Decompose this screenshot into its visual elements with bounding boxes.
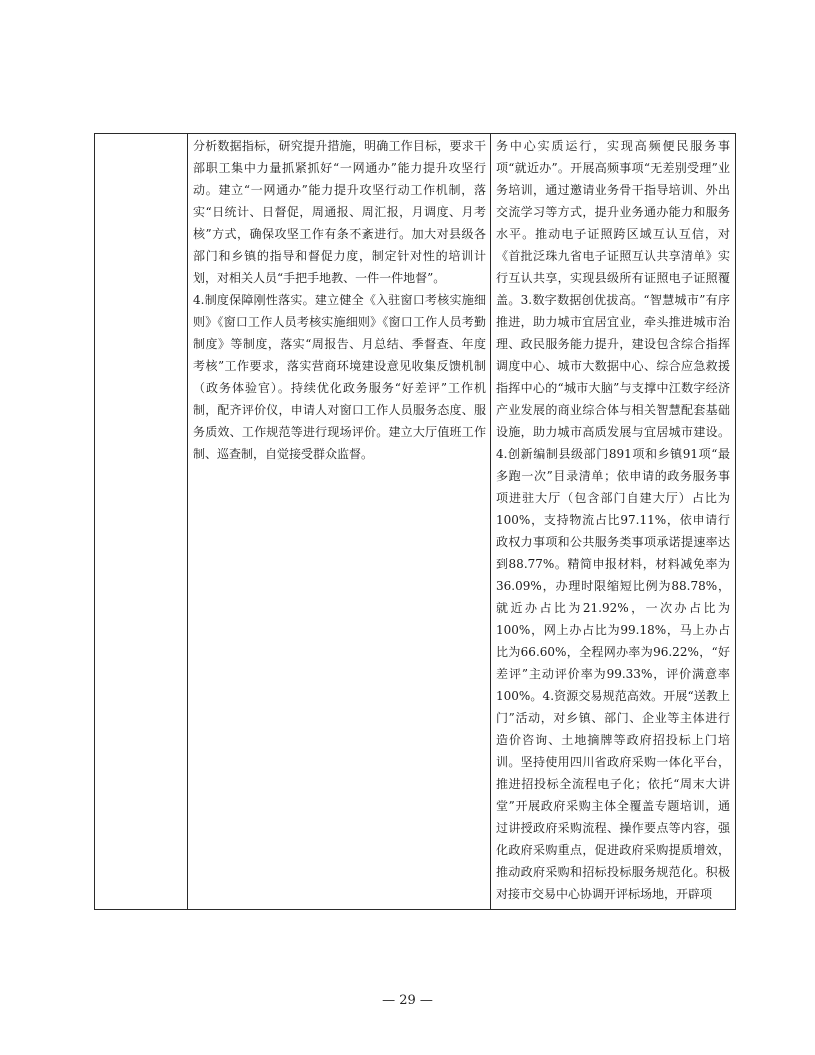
paragraph: 4.制度保障刚性落实。建立健全《入驻窗口考核实施细则》《窗口工作人员考核实施细则》《窗口工作人员考勤制度》等制度，落实“周报告、月总结、季督查、年度考核”工作要求，落实营商环境建设意见收集反馈机制（政务体验官）。持续优化政务服务“好差评”工作机制，配齐评价仪，申请人对窗口工作人员服务态度、服务质效、工作规范等进行现场评价。建立大厅值班工作制、巡查制，自觉接受群众监督。 [193, 293, 486, 461]
table-cell-col2 [188, 134, 491, 910]
content-table [94, 133, 736, 910]
cell-text-col3 [491, 134, 735, 905]
paragraph: 分析数据指标，研究提升措施，明确工作目标，要求干部职工集中力量抓紧抓好“一网通办”能力提升攻坚行动。建立“一网通办”能力提升攻坚行动工作机制，落实“日统计、日督促，周通报、周汇报，月调度、月考核”方式，确保攻坚工作有条不紊进行。加大对县级各部门和乡镇的指导和督促力度，制定针对性的培训计划，对相关人员“手把手地教、一件一件地督”。 [193, 139, 486, 285]
table-row [95, 134, 736, 910]
table-cell-col3 [491, 134, 736, 910]
page-number: — 29 — [382, 993, 433, 1008]
cell-text-col2 [188, 134, 490, 465]
table-cell-col1 [95, 134, 188, 910]
paragraph: 务中心实质运行，实现高频便民服务事项“就近办”。开展高频事项“无差别受理”业务培训，通过邀请业务骨干指导培训、外出交流学习等方式，提升业务通办能力和服务水平。推动电子证照跨区域互认互信，对《首批泛珠九省电子证照互认共享清单》实行互认共享，实现县级所有证照电子证照覆盖。3.数字数据创优拔高。“智慧城市”有序推进，助力城市宜居宜业，牵头推进城市治理、政民服务能力提升，建设包含综合指挥调度中心、城市大数据中心、综合应急救援指挥中心的“城市大脑”与支撑中江数字经济产业发展的商业综合体与相关智慧配套基础设施，助力城市高质发展与宜居城市建设。4.创新编制县级部门891项和乡镇91项“最多跑一次”目录清单；依申请的政务服务事项进驻大厅（包含部门自建大厅）占比为100%，支持物流占比97.11%，依申请行政权力事项和公共服务类事项承诺提速率达到88.77%。精简申报材料，材料减免率为36.09%，办理时限缩短比例为88.78%，就近办占比为21.92%，一次办占比为100%，网上办占比为99.18%，马上办占比为66.60%，全程网办率为96.22%，“好差评”主动评价率为99.33%，评价满意率100%。4.资源交易规范高效。开展“送教上门”活动，对乡镇、部门、企业等主体进行造价咨询、土地摘牌等政府招投标上门培训。坚持使用四川省政府采购一体化平台，推进招投标全流程电子化；依托“周末大讲堂”开展政府采购主体全覆盖专题培训，通过讲授政府采购流程、操作要点等内容，强化政府采购重点，促进政府采购提质增效，推动政府采购和招标投标服务规范化。积极对接市交易中心协调开评标场地，开辟项 [496, 139, 730, 901]
